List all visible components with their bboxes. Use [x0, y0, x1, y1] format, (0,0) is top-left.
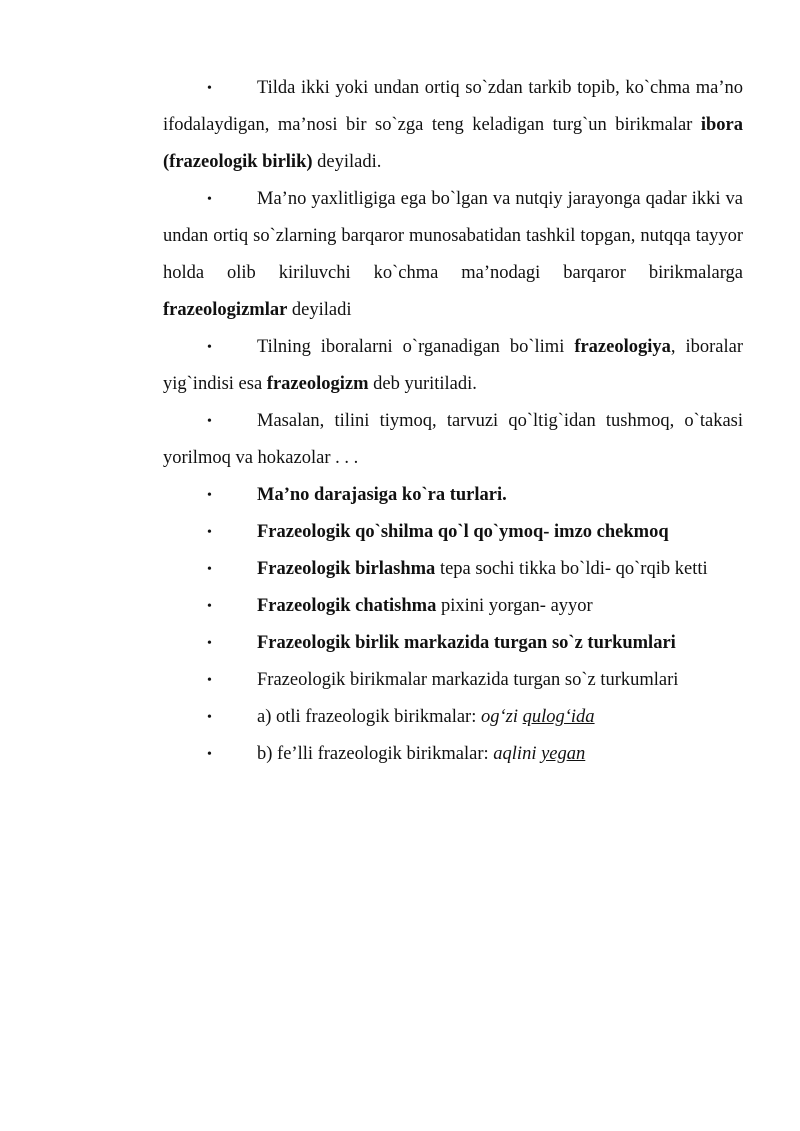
- item-bold-heading: Frazeologik qo`shilma qo`l qo`ymoq- imzo chekmoq: [257, 522, 669, 542]
- bullet-icon: •: [207, 673, 212, 688]
- item-text: tepa sochi tikka bo`ldi- qo`rqib ketti: [435, 559, 708, 579]
- item-bold-term: Frazeologik birlashma: [257, 559, 436, 579]
- item-text: b) fe’lli frazeologik birikmalar:: [257, 744, 494, 764]
- bullet-icon: •: [207, 81, 212, 96]
- item-text: deyiladi: [287, 300, 352, 320]
- item-text: Ma’no yaxlitligiga ega bo`lgan va nutqiy jarayonga qadar ikki va undan ortiq so`zlarning barqaror munosabatidan tashkil topgan, nutqqa tayyor holda olib kiriluvchi ko`chma ma’nodagi barqaror birikmalarga: [163, 189, 743, 283]
- item-text: Masalan, tilini tiymoq, tarvuzi qo`ltig`idan tushmoq, o`takasi yorilmoq va hokazolar . . .: [163, 411, 743, 468]
- list-item: [163, 70, 743, 181]
- list-item: [163, 514, 743, 551]
- bullet-icon: •: [207, 747, 212, 762]
- example-italic: aqlini: [493, 744, 542, 764]
- bullet-icon: •: [207, 414, 212, 429]
- list-item: [163, 699, 743, 736]
- list-item: [163, 588, 743, 625]
- bullet-icon: •: [207, 599, 212, 614]
- list-item: [163, 403, 743, 477]
- item-text: a) otli frazeologik birikmalar:: [257, 707, 481, 727]
- item-text: deb yuritiladi.: [368, 374, 477, 394]
- item-text: Frazeologik birikmalar markazida turgan so`z turkumlari: [257, 670, 679, 690]
- item-text: , iboralar yig`indisi esa: [163, 337, 743, 394]
- list-item: [163, 662, 743, 699]
- item-bold-heading: Ma’no darajasiga ko`ra turlari.: [257, 485, 507, 505]
- example-italic: og‘zi: [480, 707, 523, 727]
- item-bold-term: Frazeologik chatishma: [257, 596, 437, 616]
- item-bold-heading: Frazeologik birlik markazida turgan so`z turkumlari: [257, 633, 676, 653]
- bullet-icon: •: [207, 562, 212, 577]
- item-bold-term: ibora (frazeologik birlik): [163, 115, 743, 172]
- list-item: [163, 181, 743, 329]
- bullet-icon: •: [207, 710, 212, 725]
- list-item: [163, 551, 743, 588]
- item-text: deyiladi.: [312, 152, 382, 172]
- item-bold-term: frazeologizm: [266, 374, 369, 394]
- bullet-list: [163, 70, 743, 773]
- list-item: [163, 625, 743, 662]
- item-bold-term: frazeologizmlar: [163, 300, 288, 320]
- bullet-icon: •: [207, 636, 212, 651]
- item-text: Tilda ikki yoki undan ortiq so`zdan tarkib topib, ko`chma ma’no ifodalaydigan, ma’nosi bir so`zga teng keladigan turg`un birikmalar: [163, 78, 743, 135]
- bullet-icon: •: [207, 340, 212, 355]
- bullet-icon: •: [207, 192, 212, 207]
- example-italic-underlined: qulog‘ida: [522, 707, 595, 727]
- list-item: [163, 329, 743, 403]
- item-text: pixini yorgan- ayyor: [436, 596, 593, 616]
- list-item: [163, 477, 743, 514]
- bullet-icon: •: [207, 488, 212, 503]
- example-italic-underlined: yegan: [541, 744, 586, 764]
- item-bold-term: frazeologiya: [574, 337, 671, 357]
- item-text: Tilning iboralarni o`rganadigan bo`limi: [257, 337, 575, 357]
- bullet-icon: •: [207, 525, 212, 540]
- list-item: [163, 736, 743, 773]
